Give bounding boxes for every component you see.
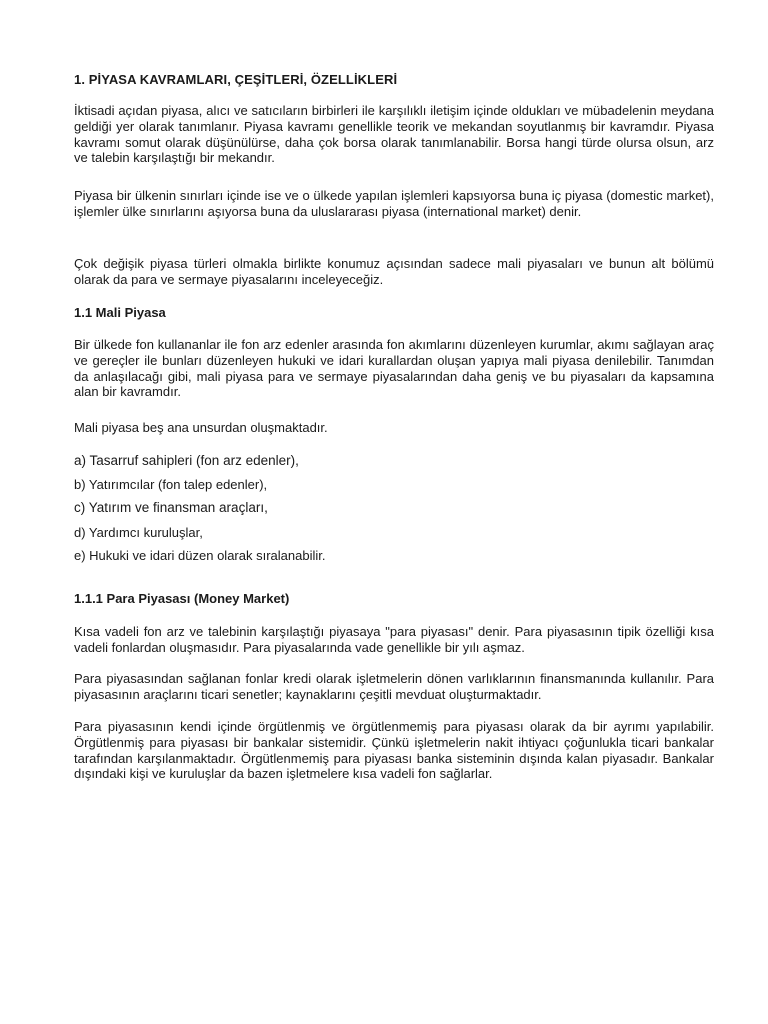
section-1-heading: 1. PİYASA KAVRAMLARI, ÇEŞİTLERİ, ÖZELLİKLERİ (74, 72, 398, 87)
section-1-paragraph-3: Çok değişik piyasa türleri olmakla birlikte konumuz açısından sadece mali piyasaları ve bunun alt bölümü olarak da para ve sermaye piyasalarını inceleyeceğiz. (74, 256, 714, 287)
list-item-b: b) Yatırımcılar (fon talep edenler), (74, 477, 268, 492)
list-item-a: a) Tasarruf sahipleri (fon arz edenler), (74, 453, 299, 468)
section-1-1-1-paragraph-1: Kısa vadeli fon arz ve talebinin karşılaştığı piyasaya "para piyasası" denir. Para piyasasının tipik özelliği kısa vadeli fonlardan oluşmasıdır. Para piyasalarında vade genellikle bir yılı aşmaz. (74, 624, 714, 655)
section-1-1-paragraph-1: Bir ülkede fon kullananlar ile fon arz edenler arasında fon akımlarını düzenleyen kurumlar, akımı sağlayan araç ve gereçler ile bunları düzenleyen hukuki ve idari kurallardan oluşan yapıya mali piyasa denilebilir. Tanımdan da anlaşılacağı gibi, mali piyasa para ve sermaye piyasalarından daha geniş ve bu piyasaları da kapsamına alan bir kavramdır. (74, 337, 714, 400)
section-1-1-1-heading: 1.1.1 Para Piyasası (Money Market) (74, 591, 290, 606)
section-1-paragraph-2: Piyasa bir ülkenin sınırları içinde ise ve o ülkede yapılan işlemleri kapsıyorsa buna iç piyasa (domestic market), işlemler ülke sınırlarını aşıyorsa buna da uluslararası piyasa (international market) denir. (74, 188, 714, 219)
list-item-d: d) Yardımcı kuruluşlar, (74, 525, 203, 540)
section-1-paragraph-1: İktisadi açıdan piyasa, alıcı ve satıcıların birbirleri ile karşılıklı iletişim içinde oldukları ve mübadelenin meydana geldiği yer olarak tanımlanır. Piyasa kavramı genellikle teorik ve mekandan soyutlanmış bir kavramdır. Piyasa kavramı somut olarak düşünülürse, daha çok borsa olarak tanımlanabilir. Borsa hangi türde olursa olsun, arz ve talebin karşılaştığı bir mekandır. (74, 103, 714, 166)
section-1-1-1-paragraph-2: Para piyasasından sağlanan fonlar kredi olarak işletmelerin dönen varlıklarının finansmanında kullanılır. Para piyasasının araçlarını ticari senetler; kaynaklarını çeşitli mevduat oluşturmaktadır. (74, 671, 714, 702)
section-1-1-paragraph-2: Mali piyasa beş ana unsurdan oluşmaktadır. (74, 420, 328, 435)
section-1-1-1-paragraph-3: Para piyasasının kendi içinde örgütlenmiş ve örgütlenmemiş para piyasası olarak da bir ayrımı yapılabilir. Örgütlenmiş para piyasası bir bankalar sistemidir. Çünkü işletmelerin nakit ihtiyacı çoğunlukla ticari bankalar tarafından karşılanmaktadır. Örgütlenmemiş para piyasası banka sisteminin dışında kalan piyasadır. Bankalar dışındaki kişi ve kuruluşlar da bazen işletmelere kısa vadeli fon sağlarlar. (74, 719, 714, 782)
section-1-1-heading: 1.1 Mali Piyasa (74, 305, 166, 320)
list-item-c: c) Yatırım ve finansman araçları, (74, 500, 268, 515)
list-item-e: e) Hukuki ve idari düzen olarak sıralanabilir. (74, 548, 326, 563)
